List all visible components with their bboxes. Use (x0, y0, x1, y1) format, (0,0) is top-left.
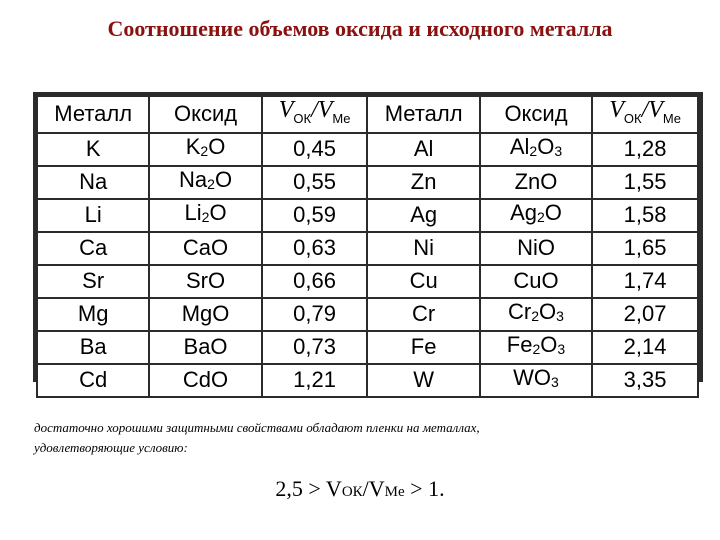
oxide-cell: $Cr_2O_3$ (480, 298, 592, 331)
ratio-cell: 0,45 (262, 133, 368, 166)
metal-cell: Fe (367, 331, 479, 364)
metal-cell: Cu (367, 265, 479, 298)
formula-part: Me (384, 484, 405, 500)
metal-cell: Cd (37, 364, 149, 397)
formula-part: 2,5 > V (275, 476, 342, 501)
table-row (37, 199, 698, 232)
oxide-cell: MgO (149, 298, 261, 331)
header-oxide: Оксид (149, 96, 261, 133)
table-row (37, 331, 698, 364)
metal-cell: Na (37, 166, 149, 199)
header-metal: Металл (37, 96, 149, 133)
table-row (37, 232, 698, 265)
oxide-cell: SrO (149, 265, 261, 298)
metal-cell: Cr (367, 298, 479, 331)
table-header-row (37, 96, 698, 133)
oxide-cell: CdO (149, 364, 261, 397)
ratio-cell: 1,28 (592, 133, 698, 166)
oxide-metal-table (36, 95, 699, 398)
table-row (37, 364, 698, 397)
oxide-cell: $Li_2O$ (149, 199, 261, 232)
ratio-cell: 1,65 (592, 232, 698, 265)
table-row (37, 265, 698, 298)
table-row (37, 298, 698, 331)
header-oxide: Оксид (480, 96, 592, 133)
oxide-cell: $K_2O$ (149, 133, 261, 166)
ratio-cell: 0,66 (262, 265, 368, 298)
metal-cell: Al (367, 133, 479, 166)
metal-cell: Mg (37, 298, 149, 331)
ratio-cell: 1,58 (592, 199, 698, 232)
metal-cell: K (37, 133, 149, 166)
metal-cell: Ni (367, 232, 479, 265)
note-text (34, 418, 654, 458)
oxide-cell: CaO (149, 232, 261, 265)
table-body (37, 133, 698, 397)
ratio-cell: 0,73 (262, 331, 368, 364)
oxide-cell: NiO (480, 232, 592, 265)
metal-cell: Li (37, 199, 149, 232)
header-metal: Металл (367, 96, 479, 133)
ratio-cell: 1,74 (592, 265, 698, 298)
condition-formula (0, 476, 720, 502)
ratio-cell: 0,59 (262, 199, 368, 232)
oxide-cell: $Fe_2O_3$ (480, 331, 592, 364)
ratio-cell: 1,55 (592, 166, 698, 199)
oxide-cell: CuO (480, 265, 592, 298)
formula-part: > 1. (404, 476, 445, 501)
ratio-cell: 1,21 (262, 364, 368, 397)
ratio-cell: 0,63 (262, 232, 368, 265)
oxide-cell: ZnO (480, 166, 592, 199)
note-line: достаточно хорошими защитными свойствами обладают пленки на металлах, (34, 420, 480, 435)
ratio-cell: 3,35 (592, 364, 698, 397)
table-row (37, 166, 698, 199)
oxide-cell: BaO (149, 331, 261, 364)
metal-cell: Sr (37, 265, 149, 298)
oxide-cell: $WO_3$ (480, 364, 592, 397)
formula-part: /V (362, 476, 385, 501)
ratio-cell: 0,79 (262, 298, 368, 331)
header-ratio: $V_{ОК}/V_{Me}$ (592, 96, 698, 133)
oxide-metal-table-frame (33, 92, 703, 393)
metal-cell: W (367, 364, 479, 397)
table-row (37, 133, 698, 166)
metal-cell: Zn (367, 166, 479, 199)
formula-part: ОК (341, 484, 363, 500)
oxide-cell: $Al_2O_3$ (480, 133, 592, 166)
ratio-cell: 2,07 (592, 298, 698, 331)
ratio-cell: 2,14 (592, 331, 698, 364)
slide-title: Соотношение объемов оксида и исходного металла (107, 16, 613, 41)
oxide-cell: $Ag_2O$ (480, 199, 592, 232)
header-ratio: $V_{ОК}/V_{Me}$ (262, 96, 368, 133)
metal-cell: Ag (367, 199, 479, 232)
metal-cell: Ba (37, 331, 149, 364)
oxide-cell: $Na_2O$ (149, 166, 261, 199)
note-line: удовлетворяющие условию: (34, 440, 188, 455)
metal-cell: Ca (37, 232, 149, 265)
ratio-cell: 0,55 (262, 166, 368, 199)
